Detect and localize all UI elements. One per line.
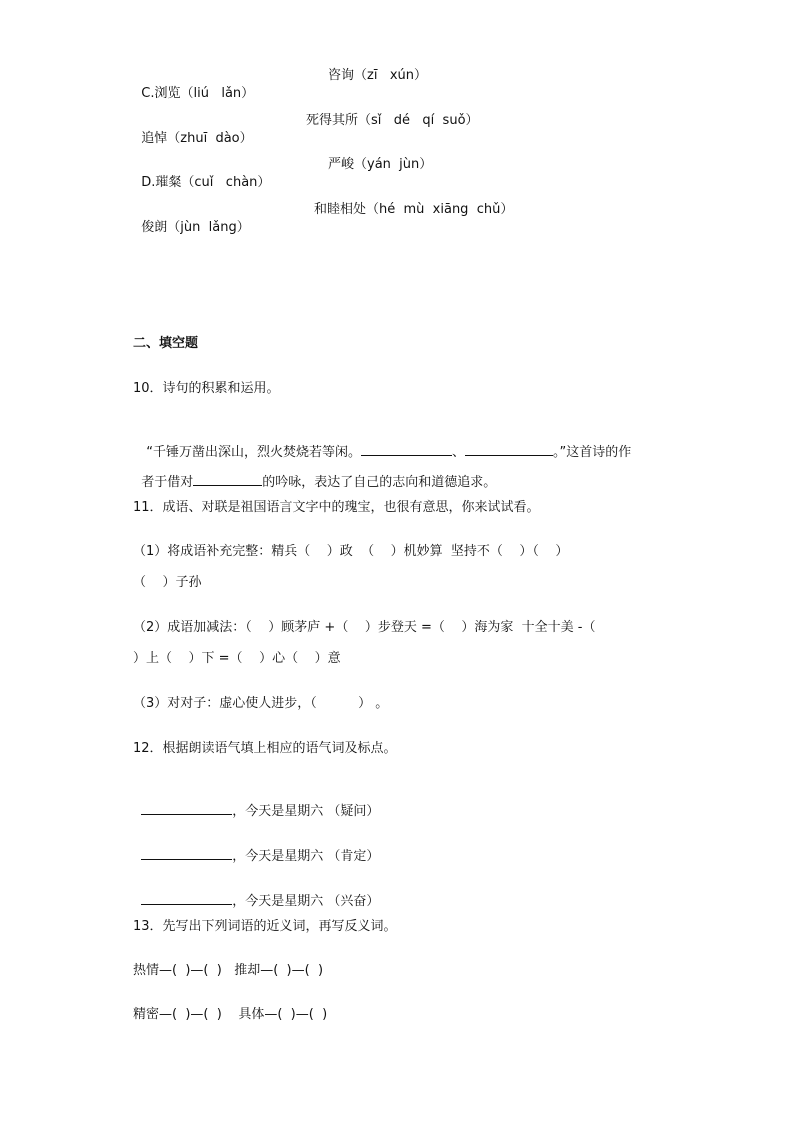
q10-title: 10．诗句的积累和运用。: [133, 381, 280, 396]
q12-row-text: ，今天是星期六 （兴奋）: [232, 894, 380, 909]
q11-part1-line2: （ ）子孙: [133, 575, 202, 590]
option-c-left: C.浏览（liú lǎn）: [141, 86, 255, 101]
option-d-right: 严峻（yán jùn）: [328, 157, 433, 172]
q11-part2-line2: ）上（ ）下 =（ ）心（ ）意: [133, 651, 341, 666]
q11-title: 11．成语、对联是祖国语言文字中的瑰宝，也很有意思，你来试试看。: [133, 500, 540, 515]
q12-row-text: ，今天是星期六 （疑问）: [232, 804, 380, 819]
q12-blank-3[interactable]: [141, 892, 232, 905]
q13-row-1: 热情—( )—( ) 推却—( )—( ): [133, 963, 324, 978]
q11-part2-line1: （2）成语加减法：（ ）顾茅庐 +（ ）步登天 =（ ）海为家 十全十美 -（: [133, 620, 596, 635]
q12-row: [133, 784, 379, 821]
q10-line2-end: 的吟咏，表达了自己的志向和道德追求。: [262, 475, 497, 490]
q11-part3: （3）对对子：虚心使人进步，（ ） 。: [133, 696, 389, 711]
q10-line1-text: “千锤万凿出深山，烈火焚烧若等闲。: [146, 445, 362, 460]
q12-blank-1[interactable]: [141, 802, 232, 815]
section-title: 二、填空题: [133, 336, 199, 351]
option-c-right: 咨询（zī xún）: [328, 68, 428, 83]
q12-row: [133, 874, 379, 911]
q10-line2: [133, 455, 496, 492]
option-d2-left: 俊朗（jùn lǎng）: [141, 220, 250, 235]
q12-title: 12．根据朗读语气填上相应的语气词及标点。: [133, 741, 397, 756]
q12-row: [133, 829, 379, 866]
option-d-left: D.璀粲（cuǐ chàn）: [141, 175, 271, 190]
q13-row-2: 精密—( )—( ) 具体—( )—( ): [133, 1007, 328, 1022]
q12-row-text: ，今天是星期六 （肯定）: [232, 849, 380, 864]
q10-line2-text: 者于借对: [141, 475, 194, 490]
q13-title: 13．先写出下列词语的近义词，再写反义词。: [133, 919, 397, 934]
option-c2-right: 死得其所（sǐ dé qí suǒ）: [306, 113, 479, 128]
q10-separator: 、: [452, 445, 466, 460]
q11-part1-line1: （1）将成语补充完整：精兵（ ）政 （ ）机妙算 坚持不（ ）（ ）: [133, 544, 569, 559]
q10-blank-3[interactable]: [193, 473, 262, 486]
q12-blank-2[interactable]: [141, 847, 232, 860]
option-c2-left: 追悼（zhuī dào）: [141, 131, 253, 146]
q10-line1-end: 。”这首诗的作: [553, 445, 632, 460]
option-d2-right: 和睦相处（hé mù xiāng chǔ）: [314, 202, 514, 217]
option-d2-row: [133, 201, 514, 255]
